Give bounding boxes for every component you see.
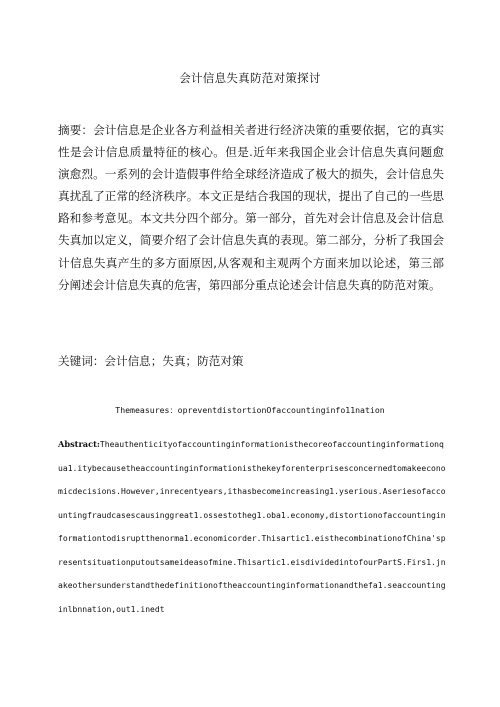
chinese-abstract: 摘要：会计信息是企业各方利益相关者进行经济决策的重要依据，它的真实性是会计信息质量特征的核心。但是.近年来我国企业会计信息失真问题愈演愈烈。一系列的会计造假事件给全球经济造成了极大的损失，会计信息失真扰乱了正常的经济秩序。本文正是结合我国的现状，提出了自己的一些思路和参考意见。本文共分四个部分。第一部分，首先对会计信息及会计信息失真加以定义，简要介绍了会计信息失真的表现。第二部分，分析了我国会计信息失真产生的多方面原因,从客观和主观两个方面来加以论述，第三部分阐述会计信息失真的危害，第四部分重点论述会计信息失真的防范对策。 (58, 123, 444, 292)
chinese-keywords: 关键词：会计信息；失真；防范对策 (58, 354, 244, 368)
english-abstract (58, 433, 446, 621)
english-abstract-text: Theauthenticityofaccountinginformationisthecoreofaccountinginformationqua1.itybecausetheaccountinginformationisthekeyforenterprisesconcernedtomakeeconomicdecisions.However,inrecentyears,ithasbecomeincreasing1.yserious.Aseriesofaccountingfraudcasescausinggreat1.ossestotheg1.oba1.economy,distortionofaccountinginformationtodisruptthenorma1.economicorder.Thisartic1.eisthecombinationofChina'spresentsituationputoutsameideasofmine.Thisartic1.eisdividedintofourPartS.Firs1.jnakeothersunderstandthedefinitionoftheaccountinginformationandthefa1.seaccountinginlbnnation,out1.inedt (58, 440, 446, 614)
chinese-title: 会计信息失真防范对策探讨 (179, 71, 321, 85)
english-abstract-label: Abstract: (58, 439, 100, 449)
english-title: Themeasures：opreventdistortionOfaccountinginfo11nation (115, 405, 385, 415)
